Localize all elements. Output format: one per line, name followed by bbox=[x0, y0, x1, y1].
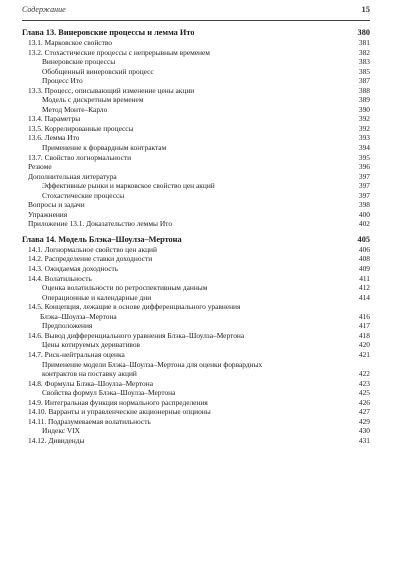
toc-section-entry[interactable] bbox=[22, 172, 370, 182]
toc-entry-title: Оценка волатильности по ретроспективным данным bbox=[42, 283, 208, 293]
toc-entry-page: 417 bbox=[358, 321, 370, 331]
toc-entry-title: 13.2. Стохастические процессы с непрерывным временем bbox=[28, 47, 210, 57]
running-header bbox=[22, 0, 370, 18]
toc-subsection-entry[interactable] bbox=[22, 369, 370, 379]
toc-entry-title: Свойства формул Блэка–Шоулза–Мертона bbox=[42, 388, 176, 398]
toc-entry-title: Упражнения bbox=[28, 209, 68, 219]
toc-entry-page: 388 bbox=[358, 85, 370, 95]
toc-section-entry[interactable] bbox=[22, 254, 370, 264]
table-of-contents bbox=[22, 27, 370, 445]
toc-section-entry[interactable] bbox=[22, 200, 370, 210]
toc-subsection-entry[interactable] bbox=[22, 388, 370, 398]
toc-entry-title: Дополнительная литература bbox=[28, 171, 117, 181]
toc-entry-page: 431 bbox=[358, 435, 370, 445]
toc-entry-page: 398 bbox=[358, 200, 370, 210]
toc-subsection-entry[interactable] bbox=[22, 191, 370, 201]
toc-section-entry[interactable] bbox=[22, 417, 370, 427]
toc-entry-page: 414 bbox=[358, 292, 370, 302]
toc-entry-page: 397 bbox=[358, 181, 370, 191]
toc-entry-title: Глава 14. Модель Блэка–Шоулза–Мертона bbox=[22, 234, 182, 244]
toc-entry-title: 14.8. Формулы Блэка–Шоулза–Мертона bbox=[28, 378, 153, 388]
toc-entry-page: 418 bbox=[358, 330, 370, 340]
toc-subsection-entry[interactable] bbox=[22, 283, 370, 293]
toc-entry-page: 411 bbox=[359, 273, 370, 283]
toc-entry-page: 380 bbox=[357, 28, 370, 37]
toc-subsection-entry[interactable] bbox=[22, 105, 370, 115]
toc-section-entry[interactable] bbox=[22, 350, 370, 360]
toc-section-entry[interactable] bbox=[22, 38, 370, 48]
toc-subsection-entry[interactable] bbox=[22, 340, 370, 350]
running-header-title: Содержание bbox=[22, 5, 66, 14]
toc-entry-page: 392 bbox=[358, 114, 370, 124]
toc-entry-title: Применение модели Блэка–Шоулза–Мертона для оценки форвардных bbox=[42, 359, 263, 369]
toc-section-entry[interactable] bbox=[22, 210, 370, 220]
toc-chapter-entry[interactable] bbox=[22, 27, 370, 38]
toc-section-entry[interactable] bbox=[22, 398, 370, 408]
toc-entry-title: 14.11. Подразумеваемая волатильность bbox=[28, 416, 151, 426]
toc-entry-page: 397 bbox=[358, 190, 370, 200]
toc-section-entry[interactable] bbox=[22, 302, 370, 312]
toc-section-entry[interactable] bbox=[22, 124, 370, 134]
toc-subsection-entry[interactable] bbox=[22, 76, 370, 86]
toc-section-entry[interactable] bbox=[22, 312, 370, 322]
toc-subsection-entry[interactable] bbox=[22, 67, 370, 77]
toc-entry-page: 387 bbox=[358, 76, 370, 86]
page-number: 15 bbox=[361, 4, 370, 14]
toc-entry-title: Применение к форвардным контрактам bbox=[42, 143, 167, 153]
toc-entry-title: контрактов на поставку акций bbox=[42, 369, 137, 379]
toc-subsection-entry[interactable] bbox=[22, 57, 370, 67]
header-rule bbox=[22, 20, 370, 21]
toc-entry-title: 14.12. Дивиденды bbox=[28, 435, 85, 445]
toc-section-entry[interactable] bbox=[22, 407, 370, 417]
toc-entry-title: 13.5. Коррелированные процессы bbox=[28, 123, 134, 133]
toc-entry-title: 13.3. Процесс, описывающий изменение цены акции bbox=[28, 85, 195, 95]
toc-subsection-entry[interactable] bbox=[22, 143, 370, 153]
toc-entry-title: Предположения bbox=[42, 321, 93, 331]
toc-entry-page: 400 bbox=[358, 209, 370, 219]
toc-entry-title: 13.7. Свойство логнормальности bbox=[28, 152, 132, 162]
toc-entry-title: Модель с дискретным временем bbox=[42, 95, 144, 105]
toc-section-entry[interactable] bbox=[22, 274, 370, 284]
toc-chapter-entry[interactable] bbox=[22, 234, 370, 245]
toc-entry-page: 420 bbox=[358, 340, 370, 350]
toc-entry-page: 393 bbox=[358, 133, 370, 143]
toc-section-entry[interactable] bbox=[22, 48, 370, 58]
toc-entry-title: 14.6. Вывод дифференциального уравнения Блэка–Шоулза–Мертона bbox=[28, 330, 245, 340]
toc-entry-title: Винеровские процессы bbox=[42, 57, 116, 67]
toc-section-entry[interactable] bbox=[22, 219, 370, 229]
toc-entry-page: 382 bbox=[358, 47, 370, 57]
toc-entry-title: 13.1. Марковское свойство bbox=[28, 38, 112, 47]
toc-entry-title: 13.4. Параметры bbox=[28, 114, 81, 124]
toc-entry-title: Приложение 13.1. Доказательство леммы Ито bbox=[28, 219, 173, 229]
toc-entry-page: 385 bbox=[358, 66, 370, 76]
toc-entry-title: Вопросы и задачи bbox=[28, 200, 85, 210]
toc-section-entry[interactable] bbox=[22, 133, 370, 143]
toc-entry-page: 405 bbox=[357, 234, 370, 244]
toc-entry-page: 394 bbox=[358, 143, 370, 153]
toc-entry-title: 14.10. Варранты и управленческие акционерные опционы bbox=[28, 407, 211, 417]
toc-entry-page: 429 bbox=[358, 416, 370, 426]
toc-entry-title: 14.7. Риск-нейтральная оценка bbox=[28, 349, 125, 359]
toc-entry-title: 14.5. Концепция, лежащие в основе дифференциального уравнения bbox=[28, 302, 241, 312]
toc-entry-title: 14.2. Распределение ставки доходности bbox=[28, 254, 153, 264]
toc-section-entry[interactable] bbox=[22, 153, 370, 163]
toc-entry-title: Глава 13. Винеровские процессы и лемма Ито bbox=[22, 28, 195, 37]
toc-entry-page: 395 bbox=[358, 152, 370, 162]
toc-entry-page: 397 bbox=[358, 171, 370, 181]
toc-subsection-entry[interactable] bbox=[22, 181, 370, 191]
toc-subsection-entry[interactable] bbox=[22, 293, 370, 303]
toc-entry-title: 14.4. Волатильность bbox=[28, 273, 92, 283]
toc-subsection-entry[interactable] bbox=[22, 360, 370, 370]
toc-entry-page: 402 bbox=[358, 219, 370, 229]
toc-entry-title: Операционные и календарные дни bbox=[42, 292, 152, 302]
toc-entry-page: 396 bbox=[358, 162, 370, 172]
toc-entry-page: 383 bbox=[358, 57, 370, 67]
toc-entry-page: 381 bbox=[358, 38, 370, 47]
toc-section-entry[interactable] bbox=[22, 379, 370, 389]
toc-entry-title: 14.3. Ожидаемая доходность bbox=[28, 264, 119, 274]
toc-entry-title: Обобщенный винеровский процесс bbox=[42, 66, 154, 76]
toc-entry-title: 14.1. Логнормальное свойство цен акций bbox=[28, 244, 157, 254]
toc-entry-title: 14.9. Интегральная функция нормального распределения bbox=[28, 397, 208, 407]
toc-subsection-entry[interactable] bbox=[22, 95, 370, 105]
toc-entry-title: Индекс VIX bbox=[42, 426, 81, 436]
toc-entry-page: 423 bbox=[358, 378, 370, 388]
toc-entry-page: 406 bbox=[358, 244, 370, 254]
toc-entry-title: Эффективные рынки и марковское свойство цен акций bbox=[42, 181, 215, 191]
toc-section-entry[interactable] bbox=[22, 245, 370, 255]
toc-section-entry[interactable] bbox=[22, 86, 370, 96]
toc-entry-page: 416 bbox=[358, 311, 370, 321]
toc-entry-page: 425 bbox=[358, 388, 370, 398]
toc-entry-page: 390 bbox=[358, 104, 370, 114]
toc-section-entry[interactable] bbox=[22, 331, 370, 341]
toc-section-entry[interactable] bbox=[22, 114, 370, 124]
toc-entry-title: Цены котируемых деривативов bbox=[42, 340, 141, 350]
toc-section-entry[interactable] bbox=[22, 264, 370, 274]
toc-entry-title: Блэка–Шоулза–Мертона bbox=[40, 311, 117, 321]
toc-entry-page: 426 bbox=[358, 397, 370, 407]
toc-entry-page: 427 bbox=[358, 407, 370, 417]
toc-entry-page: 422 bbox=[358, 369, 370, 379]
toc-entry-page: 430 bbox=[358, 426, 370, 436]
toc-subsection-entry[interactable] bbox=[22, 426, 370, 436]
toc-entry-title: 13.6. Лемма Ито bbox=[28, 133, 80, 143]
toc-entry-page: 412 bbox=[358, 283, 370, 293]
toc-entry-page: 392 bbox=[358, 123, 370, 133]
toc-subsection-entry[interactable] bbox=[22, 321, 370, 331]
toc-section-entry[interactable] bbox=[22, 436, 370, 446]
toc-entry-title: Метод Монте–Карло bbox=[42, 104, 108, 114]
toc-entry-page: 409 bbox=[358, 264, 370, 274]
toc-entry-title: Резюме bbox=[28, 162, 52, 172]
toc-entry-title: Процесс Ито bbox=[42, 76, 83, 86]
toc-entry-page: 408 bbox=[358, 254, 370, 264]
toc-section-entry[interactable] bbox=[22, 162, 370, 172]
toc-entry-page: 389 bbox=[358, 95, 370, 105]
toc-entry-page: 421 bbox=[358, 349, 370, 359]
toc-entry-title: Стохастические процессы bbox=[42, 190, 125, 200]
